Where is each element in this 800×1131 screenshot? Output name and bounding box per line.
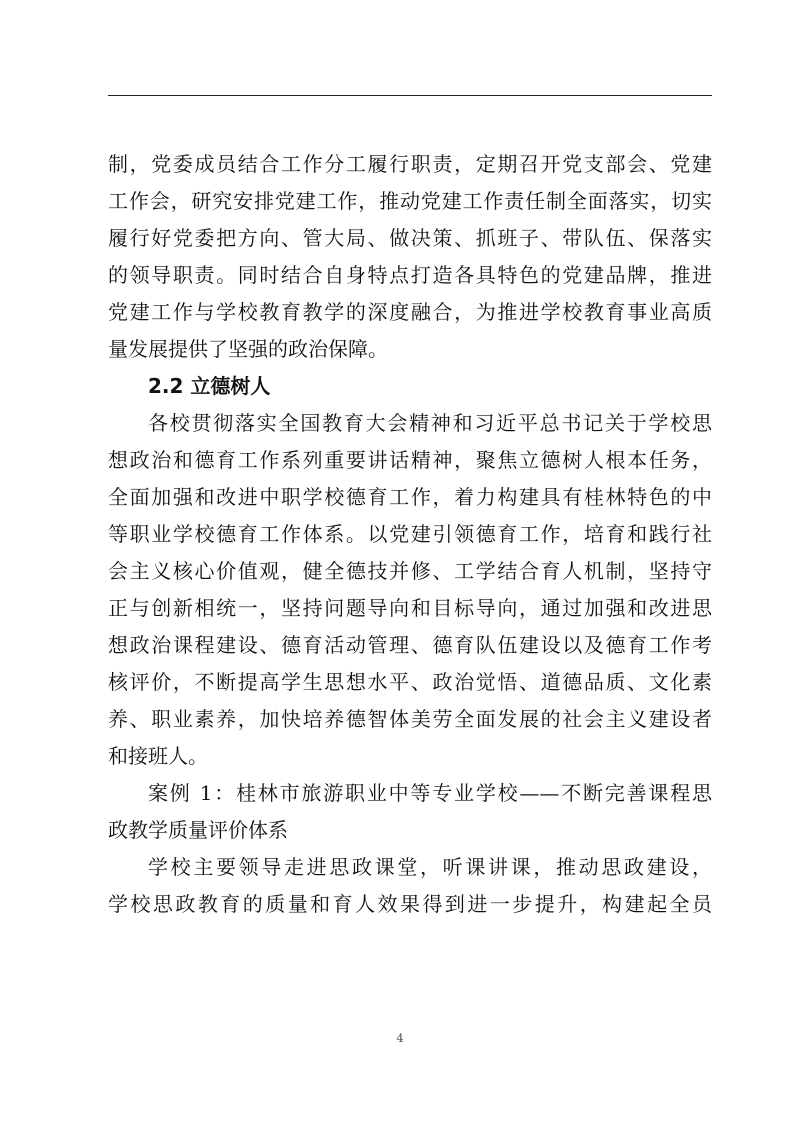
paragraph-2-line-5: 会主义核心价值观，健全德技并修、工学结合育人机制，坚持守 — [108, 559, 712, 583]
paragraph-1-line-4: 的领导职责。同时结合自身特点打造各具特色的党建品牌，推进 — [108, 263, 712, 287]
header-rule — [108, 95, 712, 96]
paragraph-2-line-2: 想政治和德育工作系列重要讲话精神，聚焦立德树人根本任务， — [108, 448, 712, 472]
case-title-line-1: 案例 1：桂林市旅游职业中等专业学校——不断完善课程思 — [148, 781, 712, 805]
paragraph-2-line-7: 想政治课程建设、德育活动管理、德育队伍建设以及德育工作考 — [108, 633, 712, 657]
paragraph-2-line-8: 核评价，不断提高学生思想水平、政治觉悟、道德品质、文化素 — [108, 670, 712, 694]
section-heading: 2.2 立德树人 — [148, 374, 271, 398]
page-number: 4 — [396, 1032, 404, 1045]
case-title-line-2: 政教学质量评价体系 — [108, 818, 288, 842]
paragraph-1-line-3: 履行好党委把方向、管大局、做决策、抓班子、带队伍、保落实 — [108, 226, 712, 250]
paragraph-1-line-6: 量发展提供了坚强的政治保障。 — [108, 337, 388, 361]
paragraph-3-line-2: 学校思政教育的质量和育人效果得到进一步提升，构建起全员 — [108, 892, 712, 916]
paragraph-2-line-3: 全面加强和改进中职学校德育工作，着力构建具有桂林特色的中 — [108, 485, 712, 509]
paragraph-2-line-4: 等职业学校德育工作体系。以党建引领德育工作，培育和践行社 — [108, 522, 712, 546]
paragraph-1-line-2: 工作会，研究安排党建工作，推动党建工作责任制全面落实，切实 — [108, 189, 712, 213]
paragraph-2-line-10: 和接班人。 — [108, 744, 208, 768]
paragraph-2-line-9: 养、职业素养，加快培养德智体美劳全面发展的社会主义建设者 — [108, 707, 712, 731]
paragraph-2-line-1: 各校贯彻落实全国教育大会精神和习近平总书记关于学校思 — [148, 411, 712, 435]
paragraph-1-line-1: 制，党委成员结合工作分工履行职责，定期召开党支部会、党建 — [108, 152, 712, 176]
paragraph-3-line-1: 学校主要领导走进思政课堂，听课讲课，推动思政建设， — [148, 855, 712, 879]
paragraph-1-line-5: 党建工作与学校教育教学的深度融合，为推进学校教育事业高质 — [108, 300, 712, 324]
paragraph-2-line-6: 正与创新相统一，坚持问题导向和目标导向，通过加强和改进思 — [108, 596, 712, 620]
